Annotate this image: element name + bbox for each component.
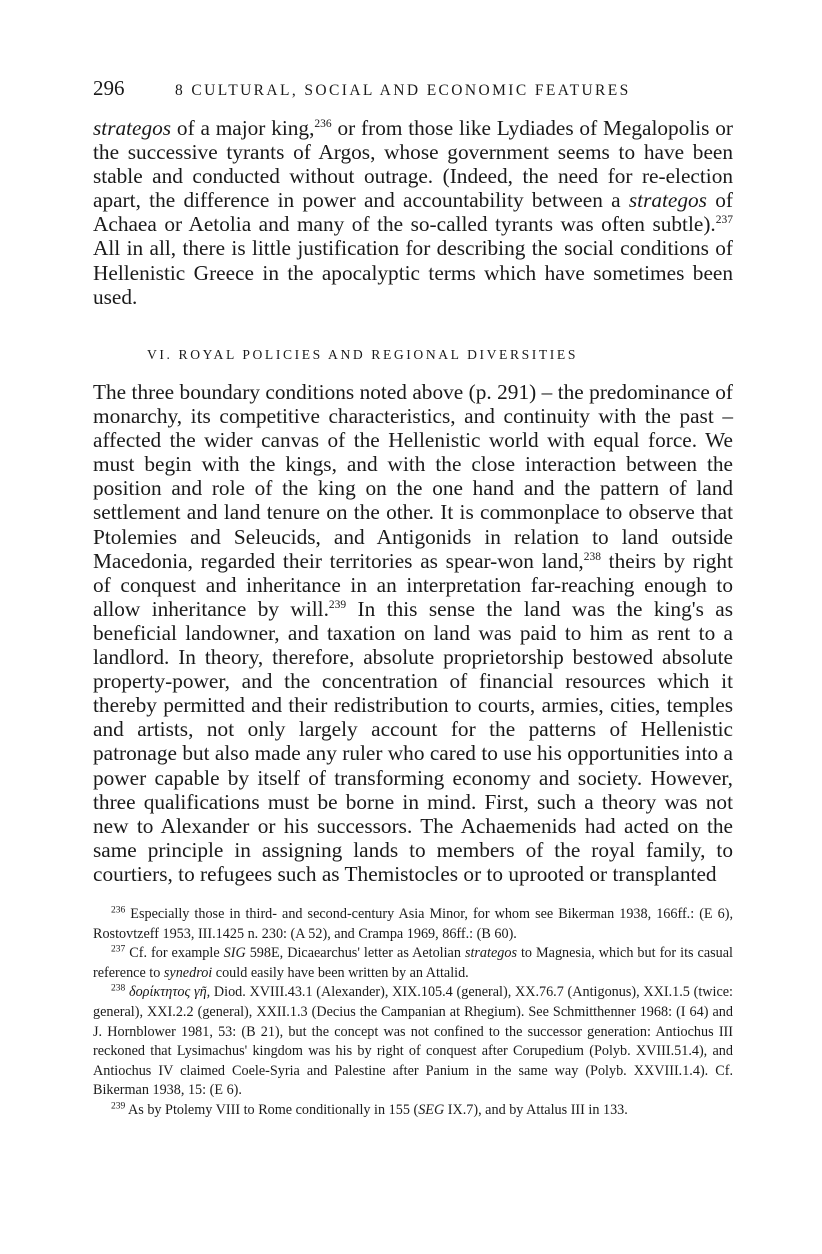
paragraph-2: [93, 380, 733, 886]
footnote-text: Cf. for example: [125, 945, 224, 962]
footnote-number: 238: [111, 983, 126, 994]
footnote-ref-238[interactable]: 238: [583, 550, 601, 563]
footnote-239: [93, 1101, 733, 1121]
footnote-236: [93, 905, 733, 944]
footnote-text: to Magnesia, which but for its casual reference to: [93, 945, 733, 981]
text-span: theirs by right of conquest and inheritance in an interpretation far-reaching enough to allow inheritance by will.: [93, 548, 733, 621]
footnote-238: [93, 983, 733, 1101]
footnote-italic: strategos: [464, 945, 517, 962]
text-span: All in all, there is little justification for describing the social conditions of Hellenistic Greece in the apocalyptic terms which have sometimes been used.: [93, 236, 733, 309]
paragraph-1: [93, 116, 733, 309]
footnote-italic: synedroi: [163, 964, 213, 981]
footnote-number: 239: [111, 1101, 126, 1112]
footnote-ref-239[interactable]: 239: [328, 598, 347, 611]
text-span: of Achaea or Aetolia and many of the so-called tyrants was often subtle).: [93, 188, 733, 237]
term-strategos: strategos: [628, 188, 707, 213]
footnote-italic: SEG: [418, 1101, 445, 1118]
running-header: [93, 76, 733, 101]
text-span: or from those like Lydiades of Megalopolis or the successive tyrants of Argos, whose government seems to have been stable and conducted without outrage. (Indeed, the need for re-election apart, the difference in power and accountability between a: [93, 116, 733, 213]
footnote-italic: SIG: [223, 945, 246, 962]
footnote-text: could easily have been written by an Attalid.: [212, 964, 469, 981]
footnote-number: 236: [111, 905, 126, 916]
footnote-237: [93, 944, 733, 983]
section-heading: VI. ROYAL POLICIES AND REGIONAL DIVERSITIES: [147, 347, 578, 362]
footnote-text: 598E, Dicaearchus' letter as Aetolian: [245, 945, 465, 962]
footnote-number: 237: [111, 944, 126, 955]
text-span: In this sense the land was the king's as beneficial landowner, and taxation on land was paid to him as rent to a landlord. In theory, therefore, absolute proprietorship bestowed absolute property-power, and the concentration of financial resources which it thereby permitted and their redistribution to courts, armies, cities, temples and artists, not only largely account for the patterns of Hellenistic patronage but also made any ruler who cared to use his opportunities into a power capable by itself of transforming economy and society. However, three qualifications must be borne in mind. First, such a theory was not new to Alexander or his successors. The Achaemenids had acted on the same principle in assigning lands to members of the royal family, to courtiers, to refugees such as Themistocles or to uprooted or transplanted: [93, 596, 733, 886]
text-span: of a major king,: [171, 116, 315, 140]
footnote-text: IX.7), and by Attalus III in 133.: [444, 1101, 628, 1118]
footnote-greek: δορίκτητος γῆ,: [125, 984, 211, 1001]
footnotes: [93, 905, 733, 1121]
footnote-ref-237[interactable]: 237: [715, 214, 733, 227]
term-strategos: strategos: [93, 116, 172, 140]
text-span: The three boundary conditions noted above (p. 291) – the predominance of monarchy, its competitive characteristics, and continuity with the past – affected the wider canvas of the Hellenistic world with equal force. We must begin with the kings, and with the close interaction between the position and role of the king on the one hand and the pattern of land settlement and land tenure on the other. It is commonplace to observe that Ptolemies and Seleucids, and Antigonids in relation to land outside Macedonia, regarded their territories as spear-won land,: [93, 380, 733, 573]
running-head-title: 8 CULTURAL, SOCIAL AND ECONOMIC FEATURES: [175, 82, 631, 99]
page-number: 296: [93, 76, 125, 100]
footnote-text: As by Ptolemy VIII to Rome conditionally in 155 (: [125, 1101, 419, 1118]
footnote-ref-236[interactable]: 236: [314, 117, 332, 130]
footnote-text: Diod. XVIII.43.1 (Alexander), XIX.105.4 (general), XX.76.7 (Antigonus), XXI.1.5 (twice: general), XXI.2.2 (general), XXII.1.3 (Decius the Campanian at Rhegium). See Schmitthenner 1968: (I 64) and J. Hornblower 1981, 53: (B 21), but the concept was not confined to the successor generation: Antiochus III reckoned that Lysimachus' kingdom was his by right of conquest after Corupedium (Polyb. XVIII.51.4), and Antiochus IV claimed Coele-Syria and Palestine after Panium in the same way (Polyb. XXVIII.1.4). Cf. Bikerman 1938, 15: (E 6).: [93, 984, 733, 1099]
footnote-text: Especially those in third- and second-century Asia Minor, for whom see Bikerman 1938, 166ff.: (E 6), Rostovtzeff 1953, III.1425 n. 230: (A 52), and Crampa 1969, 86ff.: (B 60).: [93, 906, 733, 942]
